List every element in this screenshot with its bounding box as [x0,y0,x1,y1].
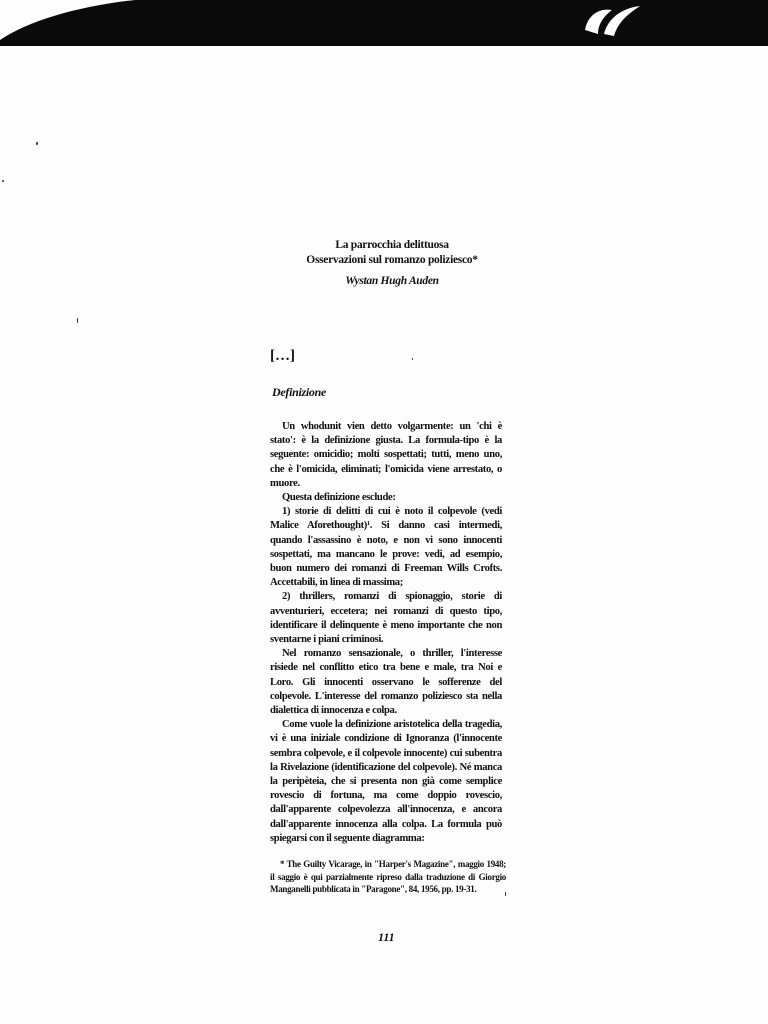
scan-shadow-shape [0,0,768,46]
paragraph: Un whodunit vien detto volgarmente: un 'chi è stato': è la definizione giusta. La formula-tipo è la seguente: omicidio; molti sospettati; tutti, meno uno, che è l'omicida, eliminati; l'omicida viene arrestato, o muore. [270,421,502,489]
speck [412,358,413,360]
speck [36,142,38,145]
page-number: 111 [378,930,395,944]
speck [77,318,78,323]
paragraph: Come vuole la definizione aristotelica della tragedia, vi è una iniziale condizione di Ignoranza (l'innocente sembra colpevole, e il colpevole innocente) cui subentra la Rivelazione (identificazione del colpevole). Né manca la peripèteia, che si presenta non già come semplice rovescio di fortuna, ma come doppio rovescio, dall'apparente colpevolezza all'innocenza, e ancora dall'apparente innocenza alla colpa. La formula può spiegarsi con il seguente diagramma: [270,719,502,844]
speck [2,180,4,182]
omission-marker: […] [270,348,295,364]
article-author: Wystan Hugh Auden [345,275,439,287]
paragraph: 1) storie di delitti di cui è noto il colpevole (vedi Malice Aforethought)¹. Si danno casi intermedi, quando l'assassino è noto, e non vi sono innocenti sospettati, ma mancano le prove: vedi, ad esempio, buon numero dei romanzi di Freeman Wills Crofts. Accettabili, in linea di massima; [270,506,502,589]
footnote: * The Guilty Vicarage, in "Harper's Magazine", maggio 1948; il saggio è qui parzialmente ripreso dalla traduzione di Giorgio Manganelli pubblicata in "Paragone", 84, 1956, pp. 19-31. [270,859,506,894]
article-title: La parrocchia delittuosa [335,239,449,251]
section-heading: Definizione [272,385,327,399]
book-page [270,238,512,944]
scan-dark-band [0,0,768,46]
article-subtitle: Osservazioni sul romanzo poliziesco* [306,254,478,266]
paragraph: Nel romanzo sensazionale, o thriller, l'interesse risiede nel conflitto etico tra bene e male, tra Noi e Loro. Gli innocenti osservano le sofferenze del colpevole. L'interesse del romanzo poliziesco sta nella dialettica di innocenza e colpa. [270,648,502,717]
body-text [270,420,502,846]
footnotes [270,858,506,896]
paragraph: Questa definizione esclude: [282,492,396,504]
paragraph: 2) thrillers, romanzi di spionaggio, storie di avventurieri, eccetera; nei romanzi di questo tipo, identificare il delinquente è meno importante che non sventarne i piani criminosi. [270,591,502,646]
article-header [292,238,492,289]
